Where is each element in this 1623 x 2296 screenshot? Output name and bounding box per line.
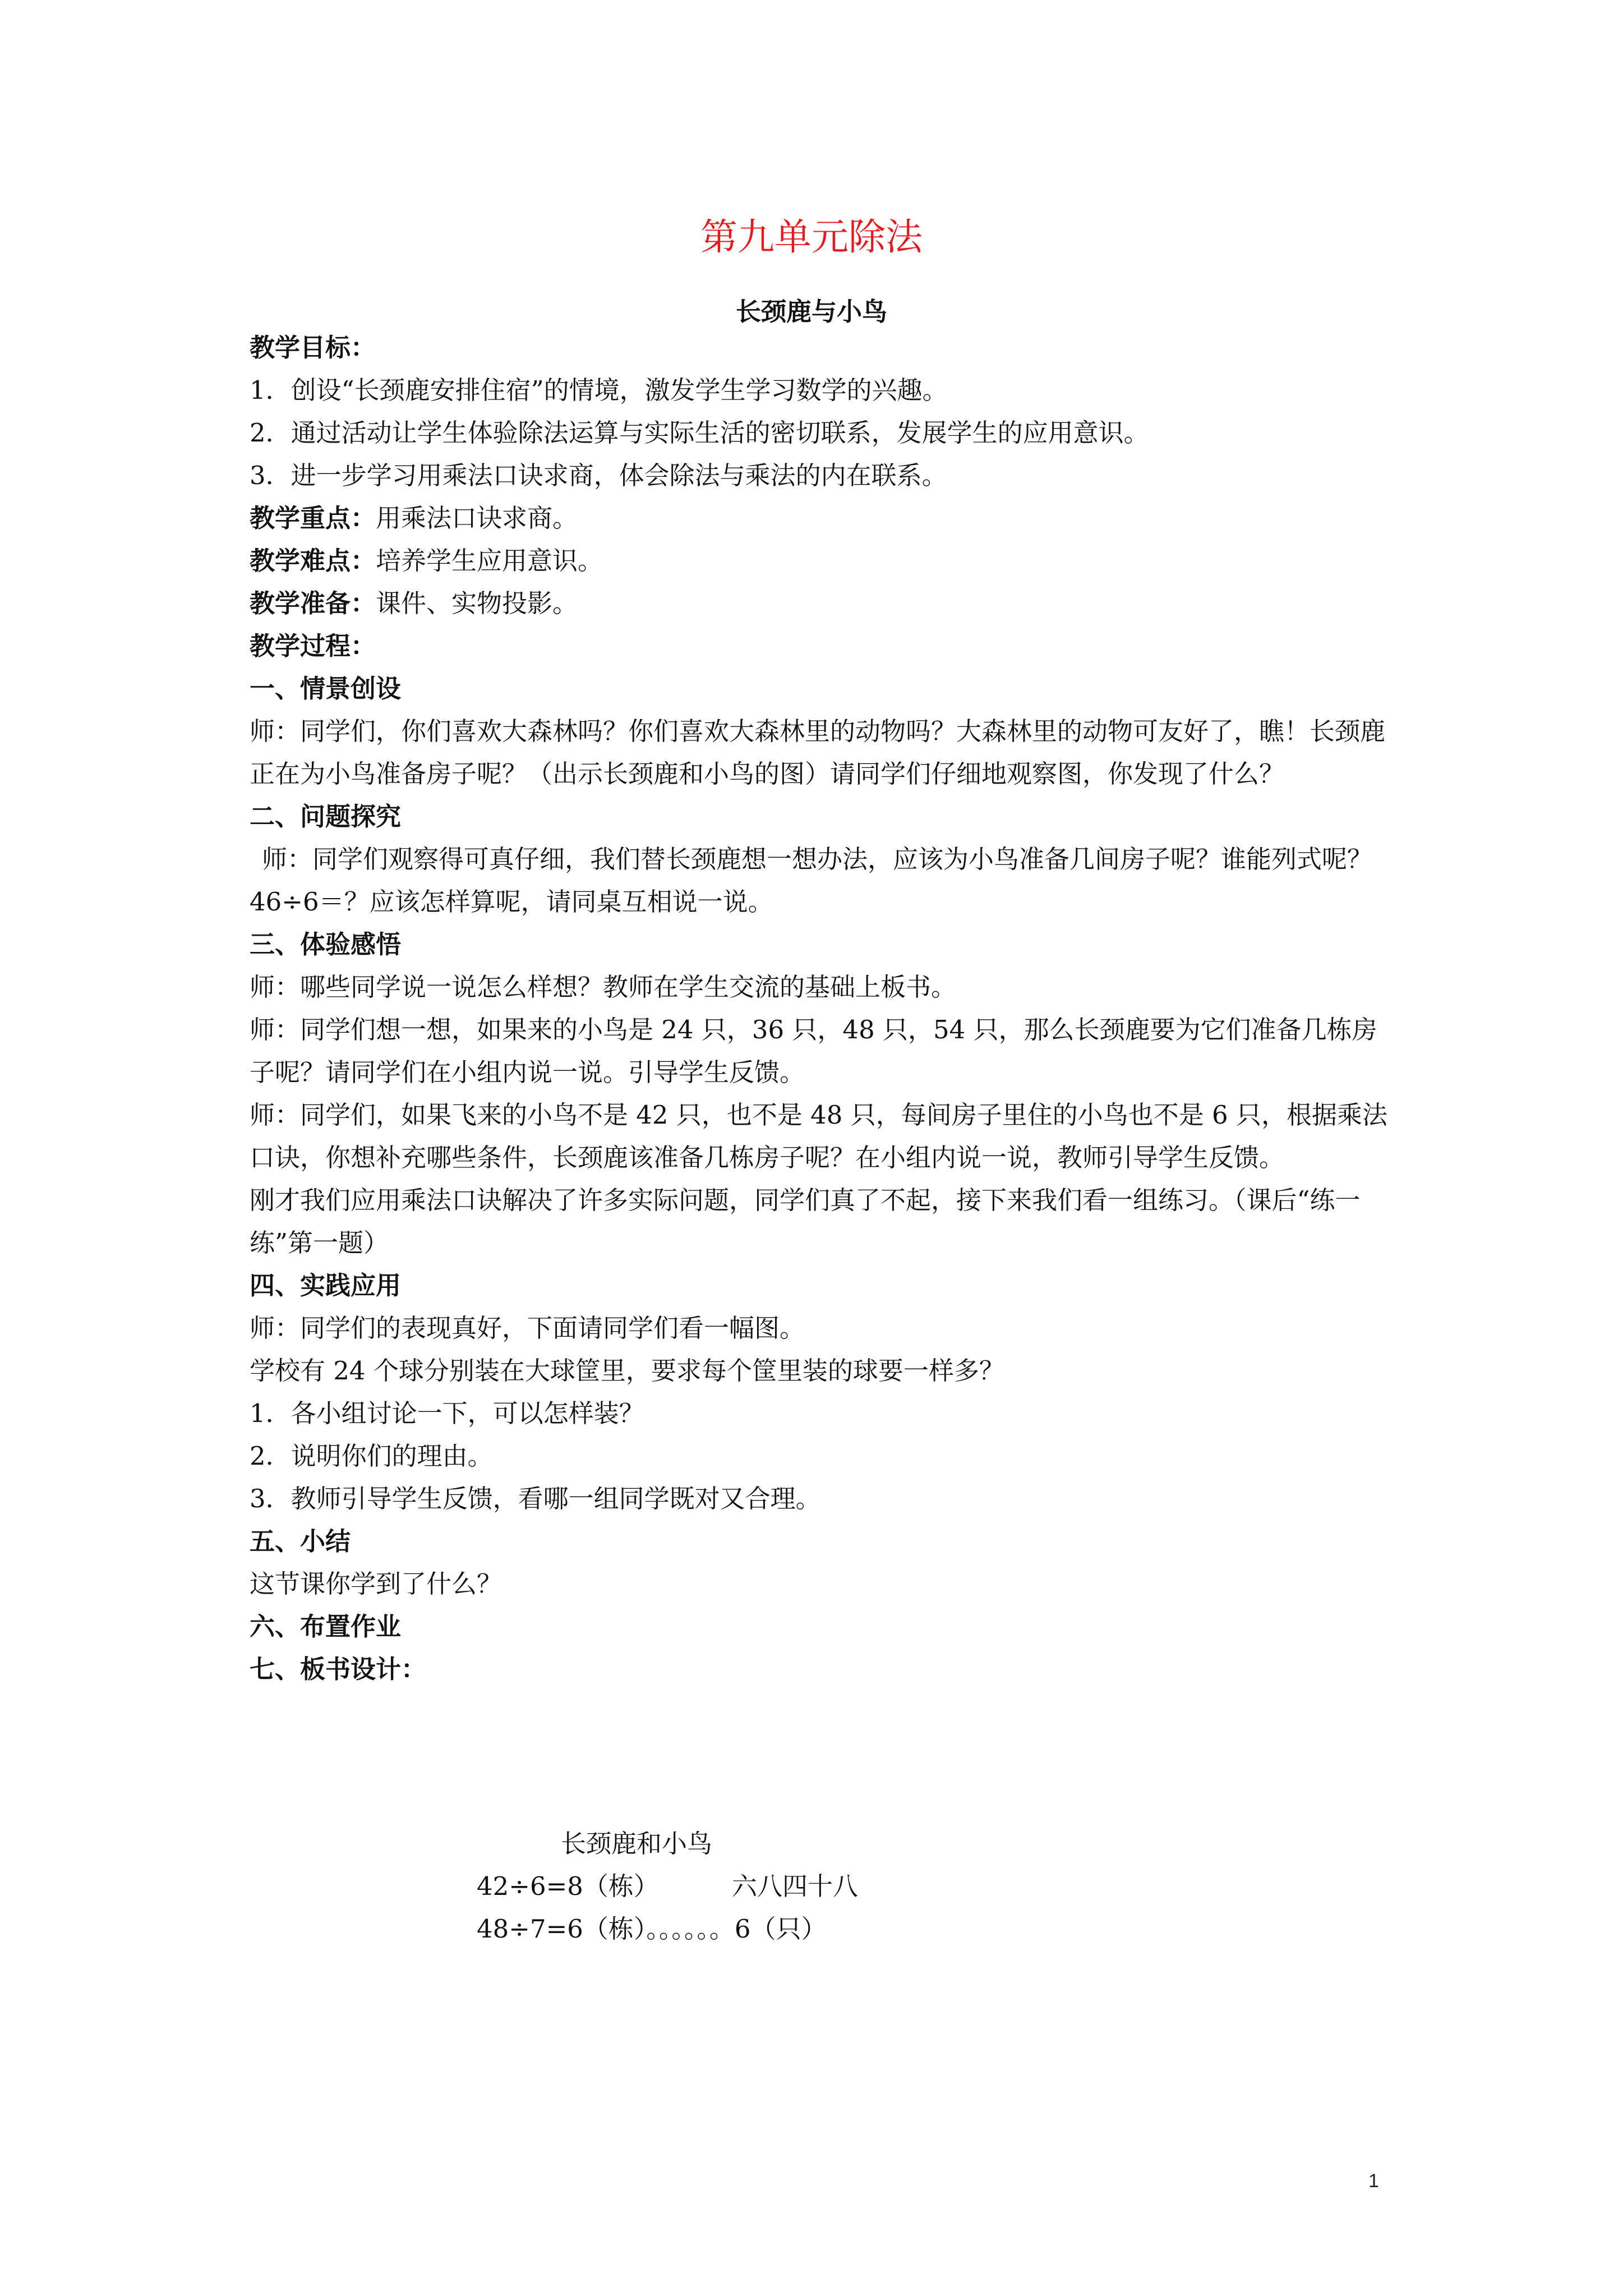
- document-subtitle: 长颈鹿与小鸟: [735, 297, 887, 326]
- key-text: 用乘法口诀求商。: [376, 503, 578, 533]
- paragraph: 这节课你学到了什么？: [250, 1569, 502, 1599]
- paragraph: 师：同学们观察得可真仔细，我们替长颈鹿想一想办法，应该为小鸟准备几间房子呢？谁能列式呢？: [262, 844, 1373, 874]
- key-point: [250, 497, 1394, 540]
- section-heading: 七、板书设计：: [250, 1654, 427, 1684]
- difficulty-point: [250, 540, 1394, 582]
- goal-item: 1．创设“长颈鹿安排住宿”的情境，激发学生学习数学的兴趣。: [250, 375, 948, 405]
- goals-label: 教学目标：: [250, 333, 376, 362]
- lesson-content: [250, 326, 1394, 1691]
- board-multiplication-rhyme: 六八四十八: [732, 1871, 859, 1901]
- paragraph: 师：同学们，你们喜欢大森林吗？你们喜欢大森林里的动物吗？大森林里的动物可友好了，瞧！长颈鹿正在为小鸟准备房子呢？（出示长颈鹿和小鸟的图）请同学们仔细地观察图，你发现了什么？: [250, 716, 1386, 789]
- prep-text: 课件、实物投影。: [376, 588, 578, 618]
- list-item: 2．说明你们的理由。: [250, 1441, 493, 1471]
- process-label: 教学过程：: [250, 631, 376, 661]
- key-label: 教学重点：: [250, 503, 376, 533]
- list-item: 1．各小组讨论一下，可以怎样装？: [250, 1398, 644, 1428]
- board-equation: 42÷6=8（栋）: [477, 1871, 659, 1901]
- goal-item: 2．通过活动让学生体验除法运算与实际生活的密切联系，发展学生的应用意识。: [250, 418, 1149, 448]
- list-item: 3．教师引导学生反馈，看哪一组同学既对又合理。: [250, 1484, 821, 1513]
- preparation: [250, 582, 1394, 625]
- difficulty-label: 教学难点：: [250, 546, 376, 576]
- board-equation: 48÷7=6（栋）。。。。。。6（只）: [477, 1914, 827, 1944]
- paragraph: 师：哪些同学说一说怎么样想？教师在学生交流的基础上板书。: [250, 972, 957, 1002]
- section-heading: 五、小结: [250, 1526, 351, 1556]
- prep-label: 教学准备：: [250, 588, 376, 618]
- section-heading: 三、体验感悟: [250, 930, 402, 959]
- paragraph: 刚才我们应用乘法口诀解决了许多实际问题，同学们真了不起，接下来我们看一组练习。（课后“练一练”第一题）: [250, 1185, 1361, 1258]
- paragraph: 师：同学们想一想，如果来的小鸟是 24 只，36 只，48 只，54 只，那么长颈鹿要为它们准备几栋房子呢？请同学们在小组内说一说。引导学生反馈。: [250, 1015, 1377, 1087]
- page-number: 1: [1368, 2170, 1379, 2192]
- document-title: 第九单元除法: [700, 215, 923, 259]
- difficulty-text: 培养学生应用意识。: [376, 546, 603, 576]
- goal-item: 3．进一步学习用乘法口诀求商，体会除法与乘法的内在联系。: [250, 461, 947, 490]
- paragraph: 师：同学们，如果飞来的小鸟不是 42 只，也不是 48 只，每间房子里住的小鸟也不是 6 只，根据乘法口诀，你想补充哪些条件，长颈鹿该准备几栋房子呢？在小组内说一说，教师引导学生反馈。: [250, 1100, 1387, 1172]
- section-heading: 四、实践应用: [250, 1271, 402, 1300]
- section-heading: 六、布置作业: [250, 1612, 402, 1641]
- board-title: 长颈鹿和小鸟: [561, 1829, 713, 1858]
- paragraph: 学校有 24 个球分别装在大球筐里，要求每个筐里装的球要一样多？: [250, 1356, 1004, 1386]
- section-heading: 二、问题探究: [250, 802, 402, 831]
- section-heading: 一、情景创设: [250, 674, 402, 703]
- paragraph: 师：同学们的表现真好，下面请同学们看一幅图。: [250, 1313, 805, 1343]
- paragraph: 46÷6＝？应该怎样算呢，请同桌互相说一说。: [250, 887, 773, 917]
